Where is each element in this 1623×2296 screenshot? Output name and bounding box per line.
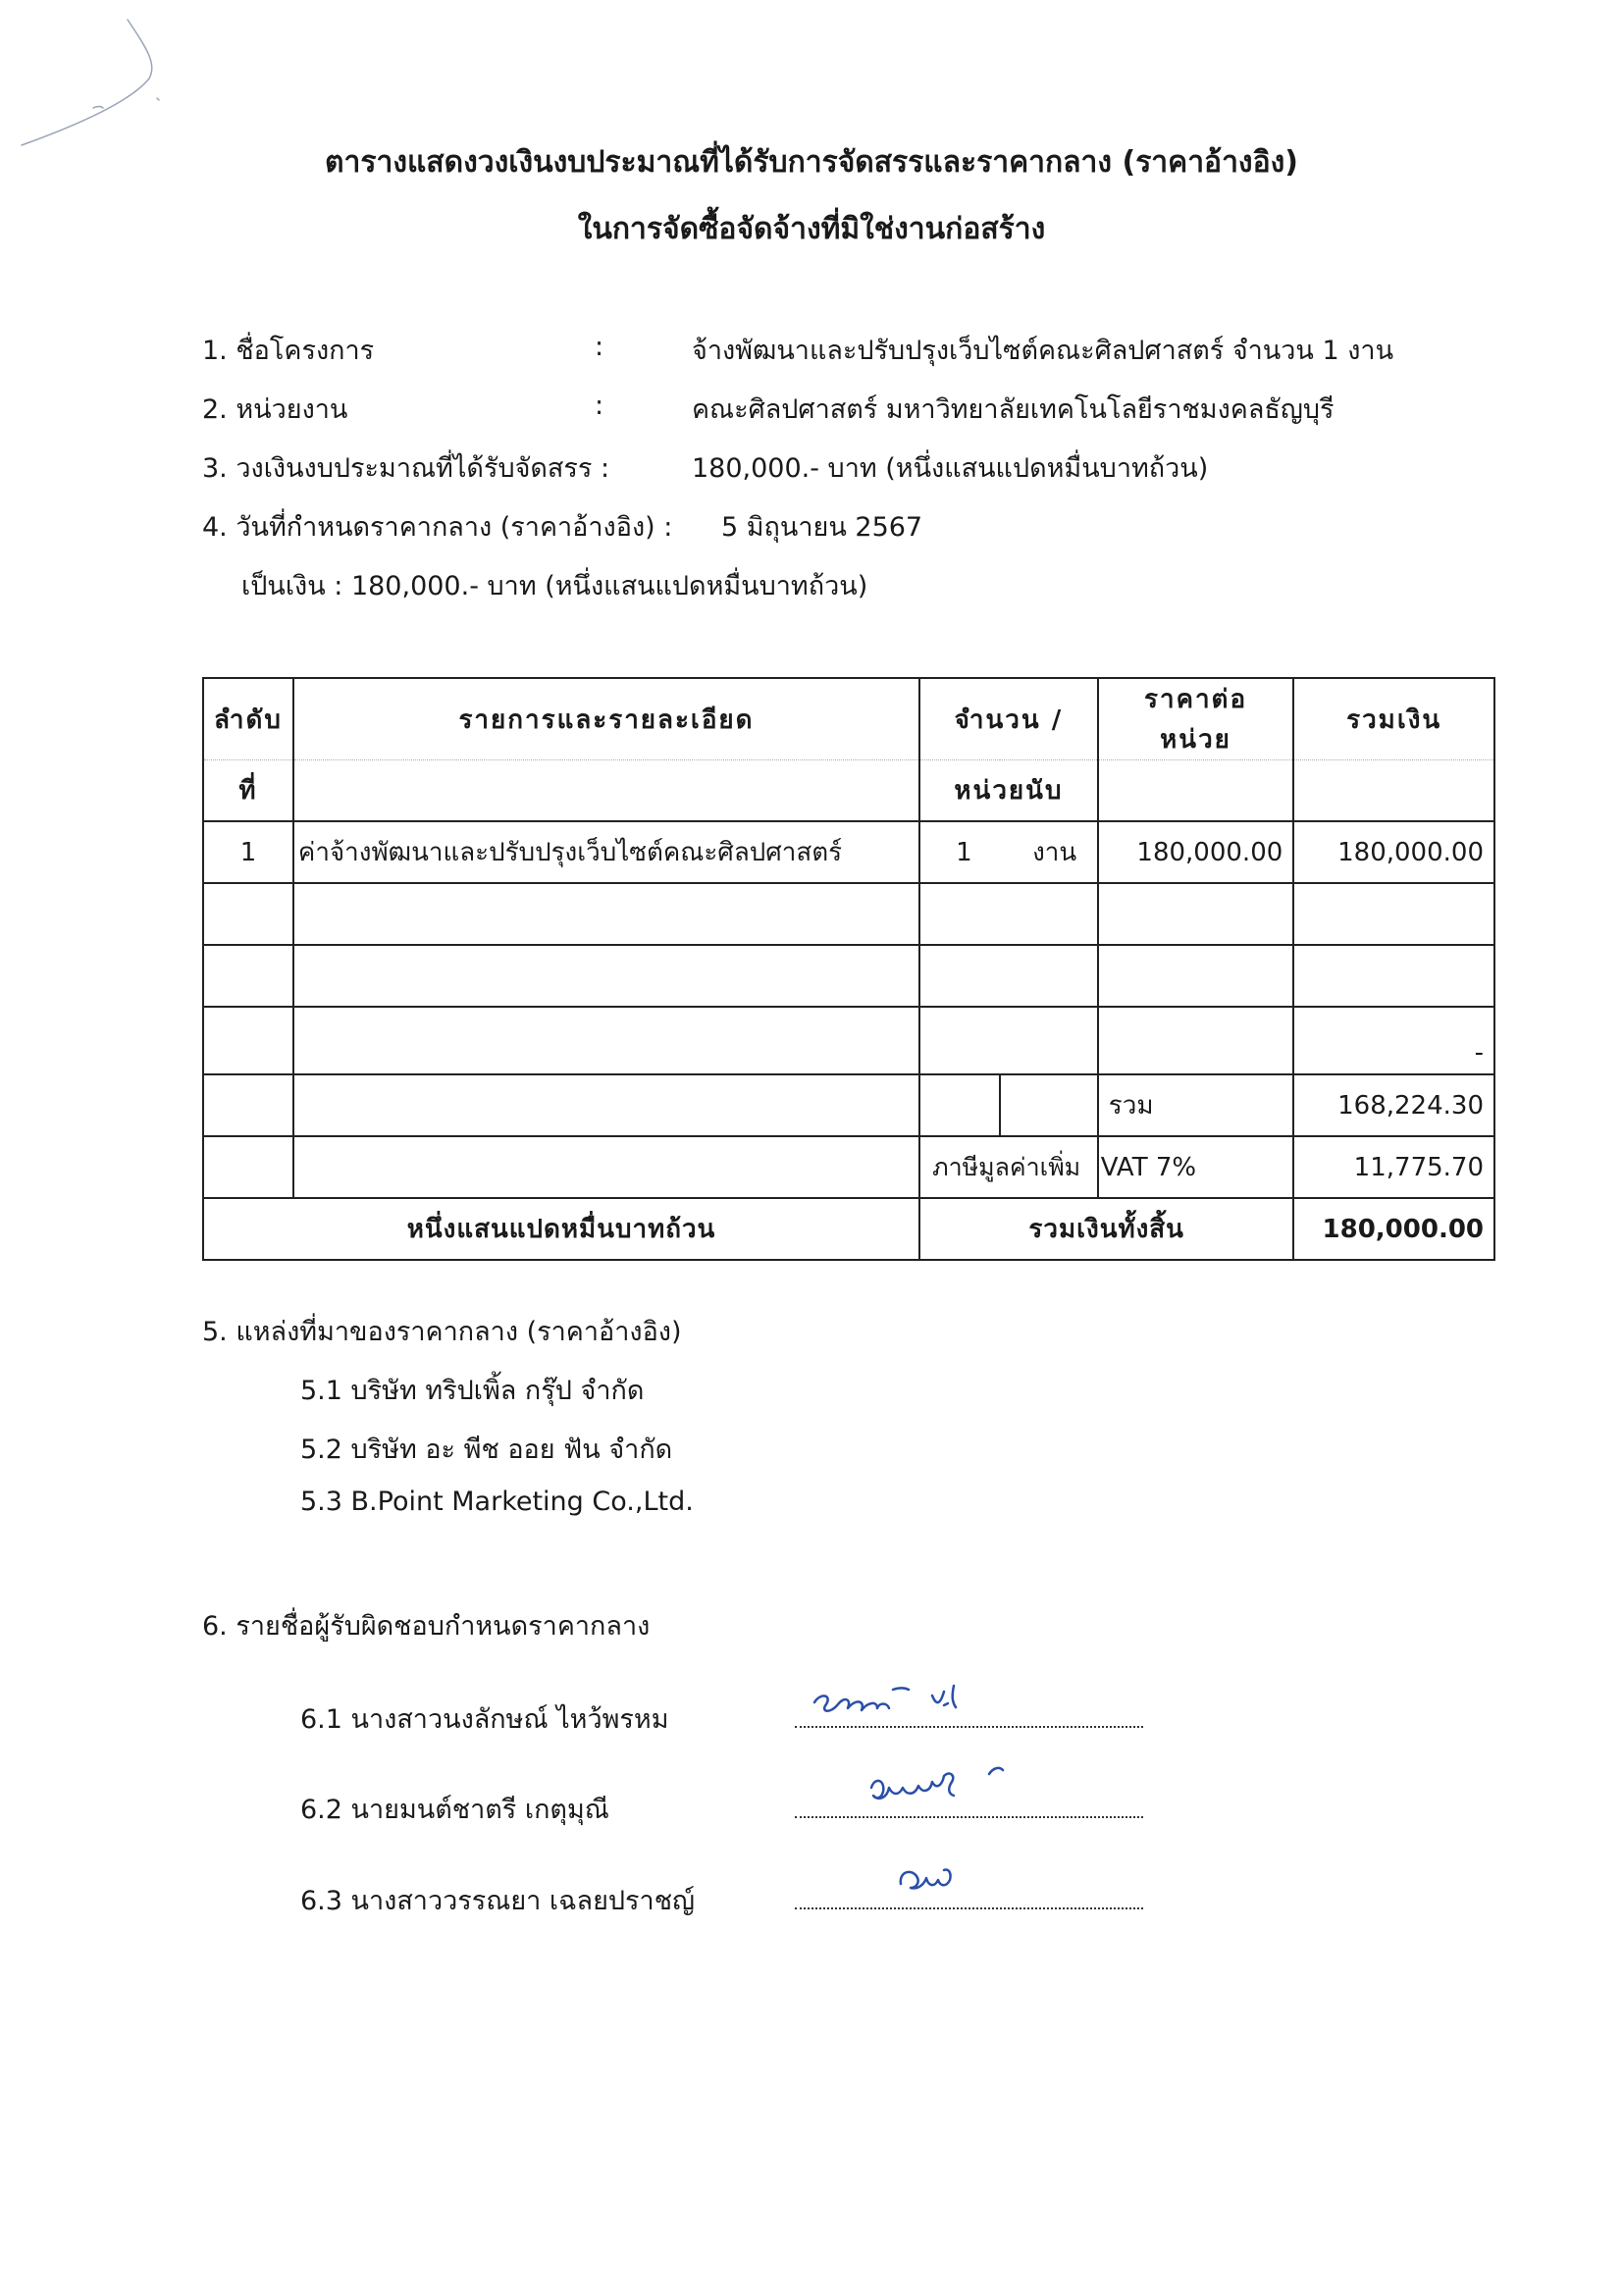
responsible-heading: 6. รายชื่อผู้รับผิดชอบกำหนดราคากลาง: [202, 1611, 651, 1642]
subtotal-row: [203, 1074, 1494, 1136]
source-item: 5.2 บริษัท อะ พีช ออย ฟัน จำกัด: [300, 1435, 673, 1465]
grand-total-label: รวมเงินทั้งสิ้น: [919, 1198, 1293, 1260]
reference-date-label: 4. วันที่กำหนดราคากลาง (ราคาอ้างอิง) :: [202, 512, 673, 543]
responsible-person: 6.1 นางสาวนงลักษณ์ ไหว้พรหม: [300, 1704, 669, 1735]
grand-total-value: 180,000.00: [1293, 1198, 1494, 1260]
row-quantity: [919, 821, 1098, 883]
vat-label: ภาษีมูลค่าเพิ่ม: [919, 1136, 1098, 1198]
total-in-words: หนึ่งแสนแปดหมื่นบาทถ้วน: [203, 1198, 919, 1260]
agency-colon: :: [595, 391, 604, 421]
header-no-line2: ที่: [203, 760, 293, 822]
header-qty-line1: จำนวน /: [919, 678, 1098, 760]
scan-mark: [22, 20, 159, 145]
reference-date-value: 5 มิถุนายน 2567: [721, 512, 923, 543]
row-dash: -: [1293, 1007, 1494, 1074]
header-description-blank: [293, 760, 919, 822]
header-qty-line2: หน่วยนับ: [919, 760, 1098, 822]
agency-value: คณะศิลปศาสตร์ มหาวิทยาลัยเทคโนโลยีราชมงคลธัญบุรี: [692, 394, 1335, 425]
row-description: ค่าจ้างพัฒนาและปรับปรุงเว็บไซต์คณะศิลปศาสตร์: [293, 821, 919, 883]
signature-line: [795, 1906, 1143, 1909]
source-item: 5.3 B.Point Marketing Co.,Ltd.: [300, 1487, 694, 1517]
grand-total-row: [203, 1198, 1494, 1260]
budget-label: 3. วงเงินงบประมาณที่ได้รับจัดสรร :: [202, 453, 610, 484]
document-title-line2: ในการจัดซื้อจัดจ้างที่มิใช่งานก่อสร้าง: [577, 212, 1046, 246]
sources-heading: 5. แหล่งที่มาของราคากลาง (ราคาอ้างอิง): [202, 1317, 682, 1347]
table-header-row-2: [203, 760, 1494, 822]
price-table: [202, 677, 1495, 1261]
table-header-row: [203, 678, 1494, 760]
header-unit-price-blank: [1098, 760, 1293, 822]
table-row: [203, 821, 1494, 883]
subtotal-label: รวม: [1098, 1074, 1293, 1136]
row-number: 1: [203, 821, 293, 883]
table-row-empty: [203, 883, 1494, 945]
vat-row: [203, 1136, 1494, 1198]
responsible-person: 6.2 นายมนต์ชาตรี เกตุมุณี: [300, 1795, 609, 1825]
document-title-line1: ตารางแสดงวงเงินงบประมาณที่ได้รับการจัดสรรและราคากลาง (ราคาอ้างอิง): [325, 145, 1298, 180]
project-colon: :: [595, 332, 604, 362]
amount-line: เป็นเงิน : 180,000.- บาท (หนึ่งแสนแปดหมื่นบาทถ้วน): [241, 571, 868, 601]
header-no-line1: ลำดับ: [203, 678, 293, 760]
vat-rate: VAT 7%: [1098, 1136, 1293, 1198]
row-unit-price: 180,000.00: [1098, 821, 1293, 883]
row-quantity-unit: งาน: [1032, 838, 1077, 867]
agency-label: 2. หน่วยงาน: [202, 394, 348, 425]
row-total: 180,000.00: [1293, 821, 1494, 883]
project-label: 1. ชื่อโครงการ: [202, 336, 375, 366]
signature-line: [795, 1815, 1143, 1818]
row-quantity-number: 1: [956, 838, 972, 867]
project-value: จ้างพัฒนาและปรับปรุงเว็บไซต์คณะศิลปศาสตร์ จำนวน 1 งาน: [692, 336, 1394, 366]
subtotal-value: 168,224.30: [1293, 1074, 1494, 1136]
header-total: รวมเงิน: [1293, 678, 1494, 760]
budget-value: 180,000.- บาท (หนึ่งแสนแปดหมื่นบาทถ้วน): [692, 453, 1209, 484]
table-row-empty: [203, 1007, 1494, 1074]
header-unit-price: ราคาต่อหน่วย: [1098, 678, 1293, 760]
signature-line: [795, 1725, 1143, 1728]
responsible-person: 6.3 นางสาววรรณยา เฉลยปราชญ์: [300, 1886, 696, 1916]
header-description: รายการและรายละเอียด: [293, 678, 919, 760]
signature-1: [814, 1686, 956, 1711]
signature-2: [871, 1768, 1003, 1799]
vat-value: 11,775.70: [1293, 1136, 1494, 1198]
signature-3: [901, 1869, 951, 1888]
table-row-empty: [203, 945, 1494, 1007]
source-item: 5.1 บริษัท ทริปเพิ้ล กรุ๊ป จำกัด: [300, 1376, 645, 1406]
header-total-blank: [1293, 760, 1494, 822]
